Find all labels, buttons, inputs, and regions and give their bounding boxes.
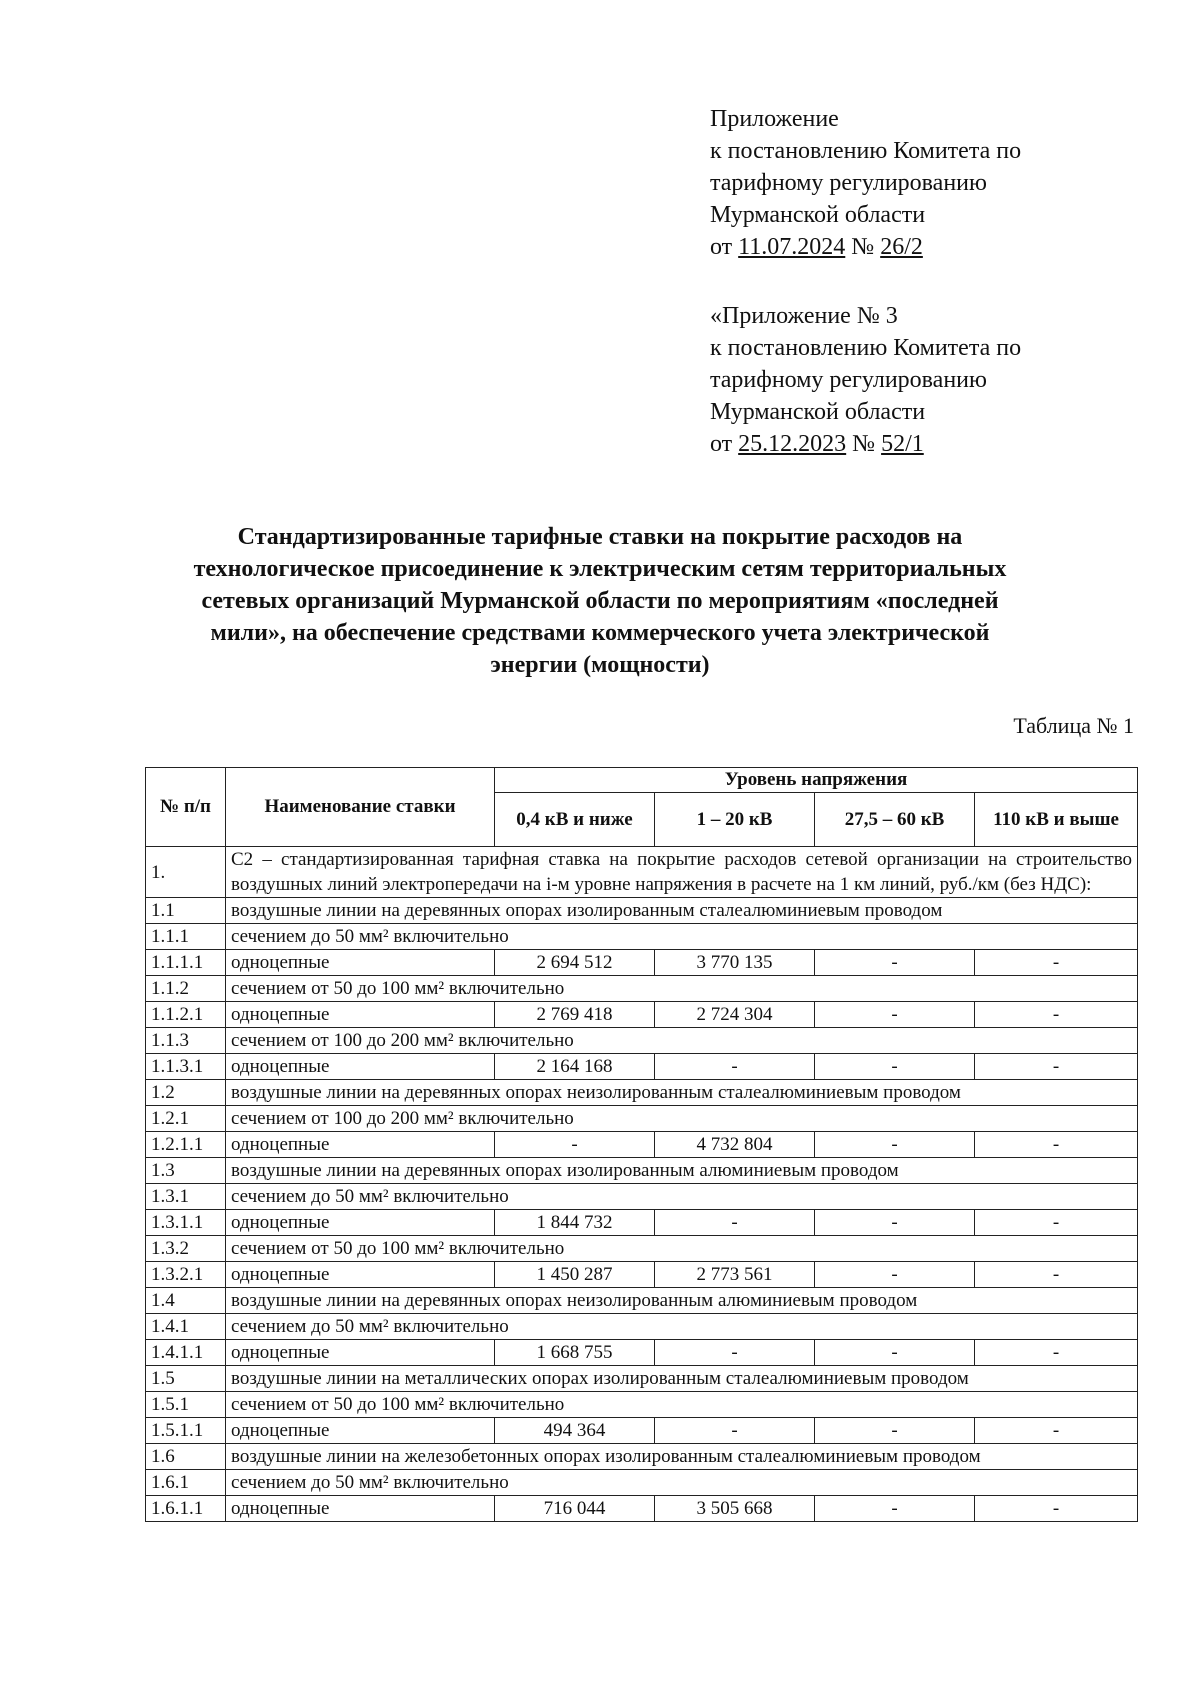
row-number: 1.1.3.1: [146, 1054, 226, 1080]
row-description: сечением от 100 до 200 мм² включительно: [226, 1106, 1138, 1132]
table-row: [146, 1236, 1138, 1262]
row-description: воздушные линии на деревянных опорах неизолированным алюминиевым проводом: [226, 1288, 1138, 1314]
title-line: Стандартизированные тарифные ставки на покрытие расходов на: [237, 524, 963, 550]
table-row: [146, 1080, 1138, 1106]
value-27-5-60kv: -: [815, 1054, 975, 1080]
annex-header-date-line: [710, 231, 1021, 263]
value-1-20kv: 3 505 668: [655, 1496, 815, 1522]
row-number: 1.2.1.1: [146, 1132, 226, 1158]
value-0-4kv: 2 164 168: [495, 1054, 655, 1080]
title-line: энергии (мощности): [490, 652, 710, 678]
value-110kv: -: [975, 1418, 1138, 1444]
value-1-20kv: -: [655, 1418, 815, 1444]
title-line: мили», на обеспечение средствами коммерческого учета электрической: [210, 620, 990, 646]
col-header-number: № п/п: [146, 768, 226, 847]
row-description: воздушные линии на деревянных опорах неизолированным сталеалюминиевым проводом: [226, 1080, 1138, 1106]
row-description: воздушные линии на деревянных опорах изолированным сталеалюминиевым проводом: [226, 898, 1138, 924]
annex3-header-line: тарифному регулированию: [710, 367, 987, 393]
number-prefix: №: [845, 234, 881, 260]
value-1-20kv: -: [655, 1340, 815, 1366]
table-row: [146, 1158, 1138, 1184]
table-row: [146, 950, 1138, 976]
row-description: одноцепные: [226, 1340, 495, 1366]
row-number: 1.3.2.1: [146, 1262, 226, 1288]
table-row: [146, 1366, 1138, 1392]
table-row: [146, 898, 1138, 924]
value-1-20kv: 2 773 561: [655, 1262, 815, 1288]
value-0-4kv: 716 044: [495, 1496, 655, 1522]
decree-date: 11.07.2024: [738, 234, 846, 260]
table-row: [146, 1262, 1138, 1288]
row-description: одноцепные: [226, 1132, 495, 1158]
row-description: сечением до 50 мм² включительно: [226, 924, 1138, 950]
value-27-5-60kv: -: [815, 1132, 975, 1158]
value-110kv: -: [975, 1132, 1138, 1158]
annex3-header-date-line: [710, 428, 1021, 460]
table-row: [146, 976, 1138, 1002]
value-0-4kv: 1 844 732: [495, 1210, 655, 1236]
row-description: сечением до 50 мм² включительно: [226, 1184, 1138, 1210]
table-row: [146, 1028, 1138, 1054]
row-number: 1.4.1.1: [146, 1340, 226, 1366]
annex-header-line: тарифному регулированию: [710, 170, 987, 196]
row-description: одноцепные: [226, 1262, 495, 1288]
row-number: 1.1.1: [146, 924, 226, 950]
value-110kv: -: [975, 1054, 1138, 1080]
table-row: [146, 1054, 1138, 1080]
row-number: 1.5.1: [146, 1392, 226, 1418]
value-27-5-60kv: -: [815, 1002, 975, 1028]
value-27-5-60kv: -: [815, 1210, 975, 1236]
row-description: сечением от 100 до 200 мм² включительно: [226, 1028, 1138, 1054]
value-110kv: -: [975, 1340, 1138, 1366]
value-0-4kv: 1 450 287: [495, 1262, 655, 1288]
title-line: сетевых организаций Мурманской области по мероприятиям «последней: [201, 588, 999, 614]
value-0-4kv: 2 694 512: [495, 950, 655, 976]
value-27-5-60kv: -: [815, 950, 975, 976]
row-description: одноцепные: [226, 1054, 495, 1080]
annex-header-line: Приложение: [710, 106, 839, 132]
col-header-voltage-level: Уровень напряжения: [495, 768, 1138, 793]
row-number: 1.2: [146, 1080, 226, 1106]
row-description: сечением до 50 мм² включительно: [226, 1470, 1138, 1496]
title-line: технологическое присоединение к электрическим сетям территориальных: [193, 556, 1007, 582]
number-prefix: №: [846, 431, 882, 457]
col-header-0-4kv: 0,4 кВ и ниже: [495, 793, 655, 847]
table-row: [146, 924, 1138, 950]
value-27-5-60kv: -: [815, 1496, 975, 1522]
row-number: 1.1: [146, 898, 226, 924]
table-row: [146, 1184, 1138, 1210]
annex3-header: [710, 300, 1021, 460]
value-110kv: -: [975, 1210, 1138, 1236]
value-0-4kv: 494 364: [495, 1418, 655, 1444]
date-prefix: от: [710, 234, 739, 260]
value-27-5-60kv: -: [815, 1262, 975, 1288]
table-header-row: [146, 768, 1138, 793]
row-description: воздушные линии на металлических опорах изолированным сталеалюминиевым проводом: [226, 1366, 1138, 1392]
row-number: 1.4: [146, 1288, 226, 1314]
value-0-4kv: -: [495, 1132, 655, 1158]
table-row: [146, 1418, 1138, 1444]
table-row: [146, 1106, 1138, 1132]
row-number: 1.: [146, 847, 226, 898]
row-description: одноцепные: [226, 1418, 495, 1444]
value-110kv: -: [975, 1262, 1138, 1288]
row-number: 1.3: [146, 1158, 226, 1184]
value-110kv: -: [975, 950, 1138, 976]
col-header-1-20kv: 1 – 20 кВ: [655, 793, 815, 847]
table-row: [146, 1210, 1138, 1236]
row-description: воздушные линии на железобетонных опорах изолированным сталеалюминиевым проводом: [226, 1444, 1138, 1470]
value-110kv: -: [975, 1496, 1138, 1522]
row-number: 1.1.2: [146, 976, 226, 1002]
row-number: 1.5.1.1: [146, 1418, 226, 1444]
value-110kv: -: [975, 1002, 1138, 1028]
row-description: одноцепные: [226, 1210, 495, 1236]
table-row: [146, 1496, 1138, 1522]
table-row: [146, 1288, 1138, 1314]
table-row: [146, 1470, 1138, 1496]
col-header-27-5-60kv: 27,5 – 60 кВ: [815, 793, 975, 847]
row-number: 1.3.2: [146, 1236, 226, 1262]
value-1-20kv: 2 724 304: [655, 1002, 815, 1028]
table-row-section: [146, 847, 1138, 898]
row-description: сечением от 50 до 100 мм² включительно: [226, 1392, 1138, 1418]
annex-header: [710, 103, 1021, 263]
row-number: 1.6: [146, 1444, 226, 1470]
tariff-rates-table: [145, 767, 1138, 1522]
value-0-4kv: 1 668 755: [495, 1340, 655, 1366]
row-number: 1.4.1: [146, 1314, 226, 1340]
decree-date: 25.12.2023: [738, 431, 847, 457]
value-27-5-60kv: -: [815, 1340, 975, 1366]
table-row: [146, 1392, 1138, 1418]
annex3-header-line: «Приложение № 3: [710, 303, 898, 329]
decree-number: 52/1: [881, 431, 924, 457]
row-number: 1.2.1: [146, 1106, 226, 1132]
row-number: 1.5: [146, 1366, 226, 1392]
annex3-header-line: к постановлению Комитета по: [710, 335, 1022, 361]
row-number: 1.6.1: [146, 1470, 226, 1496]
row-description: сечением от 50 до 100 мм² включительно: [226, 976, 1138, 1002]
document-title: [140, 521, 1060, 681]
row-number: 1.6.1.1: [146, 1496, 226, 1522]
col-header-110kv: 110 кВ и выше: [975, 793, 1138, 847]
col-header-name: Наименование ставки: [226, 768, 495, 847]
table-label: Таблица № 1: [1013, 713, 1134, 738]
row-description: одноцепные: [226, 1002, 495, 1028]
row-description: одноцепные: [226, 1496, 495, 1522]
row-number: 1.1.3: [146, 1028, 226, 1054]
row-description: сечением до 50 мм² включительно: [226, 1314, 1138, 1340]
row-number: 1.3.1: [146, 1184, 226, 1210]
row-description: воздушные линии на деревянных опорах изолированным алюминиевым проводом: [226, 1158, 1138, 1184]
decree-number: 26/2: [880, 234, 923, 260]
date-prefix: от: [710, 431, 739, 457]
value-1-20kv: -: [655, 1210, 815, 1236]
annex3-header-line: Мурманской области: [710, 399, 926, 425]
value-27-5-60kv: -: [815, 1418, 975, 1444]
row-description: С2 – стандартизированная тарифная ставка на покрытие расходов сетевой организации на строительство воздушных линий электропередачи на i-м уровне напряжения в расчете на 1 км линий, руб./км (без НДС):: [226, 847, 1138, 898]
annex-header-line: к постановлению Комитета по: [710, 138, 1022, 164]
value-1-20kv: 3 770 135: [655, 950, 815, 976]
row-number: 1.3.1.1: [146, 1210, 226, 1236]
row-number: 1.1.2.1: [146, 1002, 226, 1028]
value-1-20kv: -: [655, 1054, 815, 1080]
value-1-20kv: 4 732 804: [655, 1132, 815, 1158]
table-row: [146, 1444, 1138, 1470]
value-0-4kv: 2 769 418: [495, 1002, 655, 1028]
row-number: 1.1.1.1: [146, 950, 226, 976]
table-row: [146, 1132, 1138, 1158]
annex-header-line: Мурманской области: [710, 202, 926, 228]
row-description: одноцепные: [226, 950, 495, 976]
row-description: сечением от 50 до 100 мм² включительно: [226, 1236, 1138, 1262]
table-row: [146, 1002, 1138, 1028]
table-row: [146, 1314, 1138, 1340]
table-row: [146, 1340, 1138, 1366]
